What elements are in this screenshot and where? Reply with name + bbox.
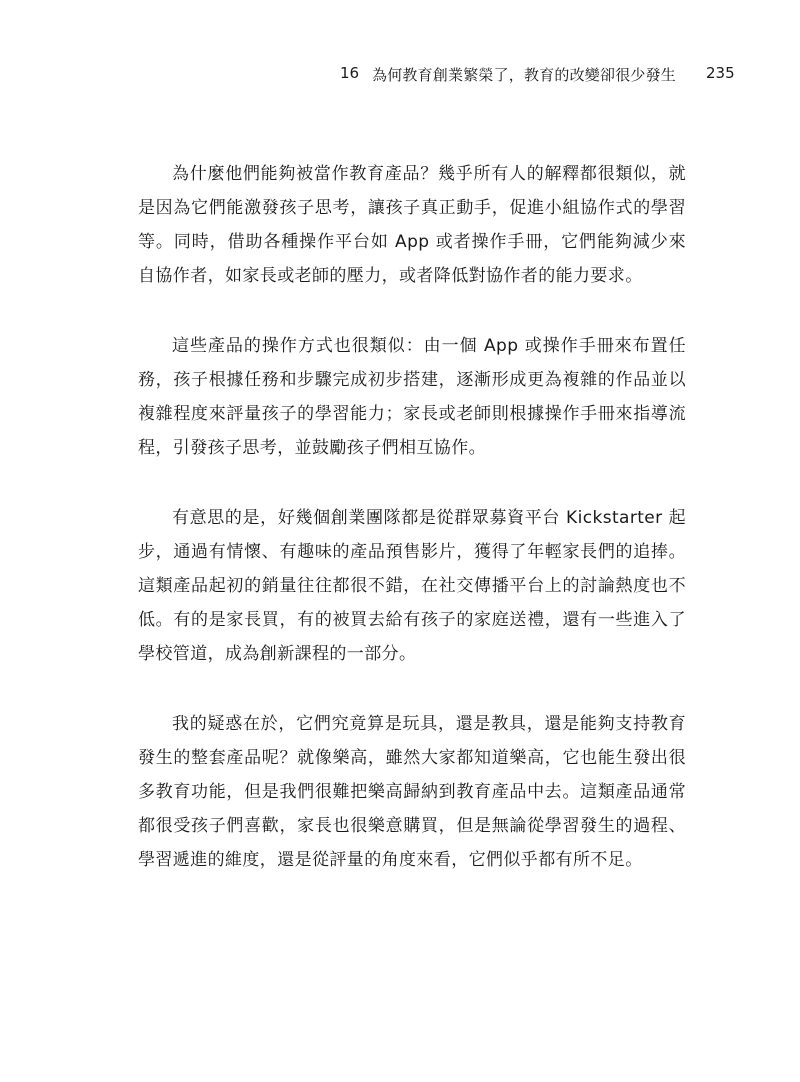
page-number: 235	[706, 64, 735, 82]
paragraph: 為什麼他們能夠被當作教育產品？幾乎所有人的解釋都很類似，就是因為它們能激發孩子思考，讓孩子真正動手，促進小組協作式的學習等。同時，借助各種操作平台如 App 或者操作手冊，它們能夠減少來自協作者，如家長或老師的壓力，或者降低對協作者的能力要求。	[138, 164, 686, 286]
chapter-title: 為何教育創業繁榮了，教育的改變卻很少發生	[372, 66, 677, 84]
body-text	[138, 157, 686, 913]
chapter-number: 16	[340, 64, 360, 82]
paragraph: 有意思的是，好幾個創業團隊都是從群眾募資平台 Kickstarter 起步，通過有情懷、有趣味的產品預售影片，獲得了年輕家長們的追捧。這類產品起初的銷量往往都很不錯，在社交傳播平台上的討論熱度也不低。有的是家長買，有的被買去給有孩子的家庭送禮，還有一些進入了學校管道，成為創新課程的一部分。	[138, 508, 686, 664]
running-header	[0, 64, 800, 90]
paragraph: 這些產品的操作方式也很類似：由一個 App 或操作手冊來布置任務，孩子根據任務和步驟完成初步搭建，逐漸形成更為複雜的作品並以複雜程度來評量孩子的學習能力；家長或老師則根據操作手冊來指導流程，引發孩子思考，並鼓勵孩子們相互協作。	[138, 336, 686, 458]
paragraph: 我的疑惑在於，它們究竟算是玩具，還是教具，還是能夠支持教育發生的整套產品呢？就像樂高，雖然大家都知道樂高，它也能生發出很多教育功能，但是我們很難把樂高歸納到教育產品中去。這類產品通常都很受孩子們喜歡，家長也很樂意購買，但是無論從學習發生的過程、學習遞進的維度，還是從評量的角度來看，它們似乎都有所不足。	[138, 714, 686, 870]
